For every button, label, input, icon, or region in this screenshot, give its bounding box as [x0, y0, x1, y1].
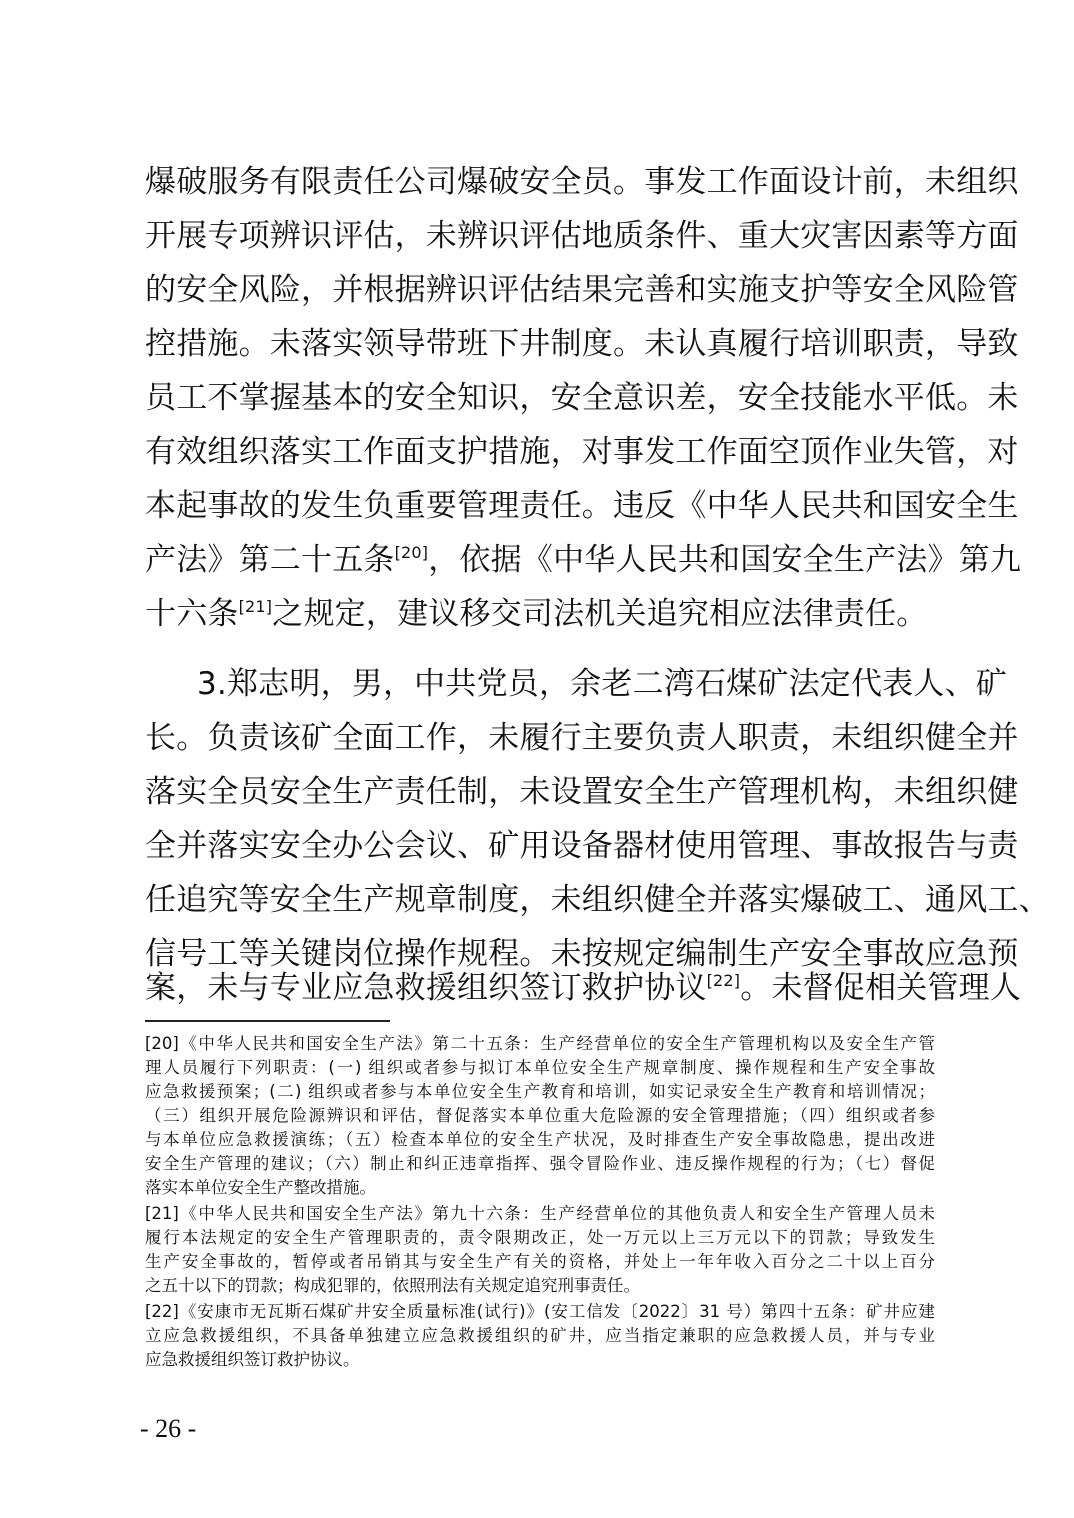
body-line [145, 540, 1022, 580]
body-line: 任追究等安全生产规章制度，未组织健全并落实爆破工、通风工、 [145, 882, 1050, 918]
footnote-line: 理人员履行下列职责：(一) 组织或者参与拟订本单位安全生产规章制度、操作规程和生产安全事故 [145, 1058, 935, 1077]
body-text: 产法》第二十五条 [145, 542, 395, 578]
footnote-line: [21]《中华人民共和国安全生产法》第九十六条：生产经营单位的其他负责人和安全生产管理人员未 [145, 1204, 935, 1223]
footnote-line: [22]《安康市无瓦斯石煤矿井安全质量标准(试行)》(安工信发〔2022〕31 号）第四十五条：矿井应建 [145, 1302, 935, 1321]
page-number: - 26 - [140, 1414, 197, 1443]
body-line: 有效组织落实工作面支护措施，对事发工作面空顶作业失管，对 [145, 434, 1019, 470]
footnote-line: 与本单位应急救援演练；（五）检查本单位的安全生产状况，及时排查生产安全事故隐患，提出改进 [145, 1130, 935, 1149]
footnote-line: 立应急救援组织，不具备单独建立应急救援组织的矿井，应当指定兼职的应急救援人员，并与专业 [145, 1326, 935, 1345]
footnote-separator [145, 1020, 390, 1022]
body-line: 本起事故的发生负重要管理责任。违反《中华人民共和国安全生 [145, 488, 1019, 524]
body-line: 爆破服务有限责任公司爆破安全员。事发工作面设计前，未组织 [145, 164, 1019, 200]
body-text: 之规定，建议移交司法机关追究相应法律责任。 [272, 596, 928, 632]
body-text: 。未督促相关管理人 [740, 970, 1022, 1006]
body-line: 全并落实安全办公会议、矿用设备器材使用管理、事故报告与责 [145, 828, 1019, 864]
body-text: 案，未与专业应急救援组织签订救护协议 [145, 970, 707, 1006]
body-line: 开展专项辨识评估，未辨识评估地质条件、重大灾害因素等方面 [145, 218, 1019, 254]
footnote-ref-22[interactable]: [22] [706, 971, 741, 990]
footnote-ref-21[interactable]: [21] [238, 597, 273, 616]
footnote-line: 落实本单位安全生产整改措施。 [145, 1178, 376, 1197]
footnote-line: （三）组织开展危险源辨识和评估，督促落实本单位重大危险源的安全管理措施；（四）组织或者参 [145, 1106, 935, 1125]
footnote-ref-20[interactable]: [20] [394, 543, 429, 562]
body-line: 落实全员安全生产责任制，未设置安全生产管理机构，未组织健 [145, 774, 1019, 810]
body-line: 信号工等关键岗位操作规程。未按规定编制生产安全事故应急预 [145, 936, 1019, 972]
body-line [145, 968, 1022, 1008]
footnote-line: 之五十以下的罚款；构成犯罪的，依照刑法有关规定追究刑事责任。 [145, 1276, 640, 1295]
footnote-line: [20]《中华人民共和国安全生产法》第二十五条：生产经营单位的安全生产管理机构以及安全生产管 [145, 1034, 935, 1053]
body-line: 长。负责该矿全面工作，未履行主要负责人职责，未组织健全并 [145, 720, 1019, 756]
body-line: 控措施。未落实领导带班下井制度。未认真履行培训职责，导致 [145, 326, 1019, 362]
body-text: 十六条 [145, 596, 239, 632]
body-line: 的安全风险，并根据辨识评估结果完善和实施支护等安全风险管 [145, 272, 1019, 308]
body-line: 3.郑志明，男，中共党员，余老二湾石煤矿法定代表人、矿 [197, 666, 1007, 702]
footnote-line: 应急救援预案；(二) 组织或者参与本单位安全生产教育和培训，如实记录安全生产教育和培训情况； [145, 1082, 935, 1101]
footnote-line: 应急救援组织签订救护协议。 [145, 1350, 360, 1369]
footnote-line: 履行本法规定的安全生产管理职责的，责令限期改正，处一万元以上三万元以下的罚款；导致发生 [145, 1228, 935, 1247]
body-line [145, 594, 935, 634]
footnote-line: 生产安全事故的，暂停或者吊销其与安全生产有关的资格，并处上一年年收入百分之二十以上百分 [145, 1252, 935, 1271]
footnote-line: 安全生产管理的建议；（六）制止和纠正违章指挥、强令冒险作业、违反操作规程的行为；（七）督促 [145, 1154, 935, 1173]
body-text: ，依据《中华人民共和国安全生产法》第九 [428, 542, 1022, 578]
body-line: 员工不掌握基本的安全知识，安全意识差，安全技能水平低。未 [145, 380, 1019, 416]
